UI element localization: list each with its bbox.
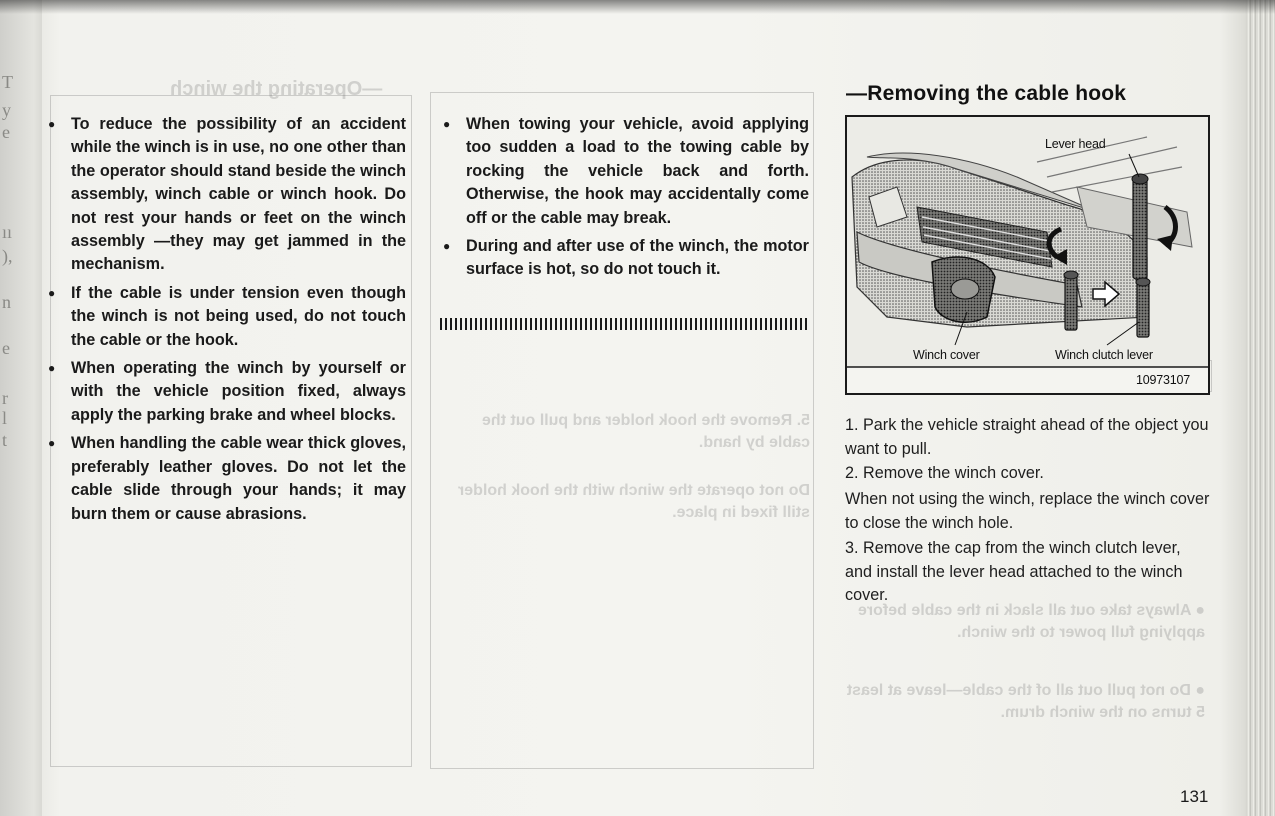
show-through-text: ● Do not pull out all of the cable—leave at least 5 turns on the winch drum.	[846, 682, 1205, 721]
scan-shadow	[0, 0, 1275, 14]
bleed-glyph: t	[2, 430, 8, 450]
winch-drawing	[847, 117, 1208, 393]
step-2-text: 2. Remove the winch cover.	[845, 464, 1044, 482]
caution-bullet: ● When towing your vehicle, avoid applying too sudden a load to the towing cable by rocking the vehicle back and forth. Otherwise, the hook may accidentally come off or the cable may break.	[443, 113, 809, 230]
figure-number: 10973107	[1136, 373, 1191, 387]
bleed-glyph: n	[2, 292, 11, 312]
show-through-text: Do not operate the winch with the hook holder still fixed in place.	[458, 482, 810, 521]
step-1-text: 1. Park the vehicle straight ahead of the object you want to pull.	[845, 416, 1209, 458]
book-edge	[1247, 0, 1275, 816]
lever-head-label: Lever head	[1045, 137, 1106, 151]
bleed-glyph: ıı	[2, 222, 13, 242]
caution-bullet: ● When handling the cable wear thick gloves, preferably leather gloves. Do not let the cable slide through your hands; it may burn them or cause abrasions.	[48, 432, 406, 526]
caution-bullet: ● During and after use of the winch, the motor surface is hot, so do not touch it.	[443, 235, 809, 282]
bleed-glyph: e	[2, 122, 10, 142]
section-title: —Removing the cable hook	[846, 82, 1127, 105]
step-3-text: 3. Remove the cap from the winch clutch lever, and install the lever head attached to the winch cover.	[845, 539, 1183, 605]
winch-clutch-lever-label: Winch clutch lever	[1055, 348, 1153, 362]
show-through-text: ● Always take out all slack in the cable before applying full power to the winch.	[858, 602, 1205, 641]
middle-column	[443, 113, 809, 287]
bleed-glyph: y	[2, 100, 11, 120]
page-number: 131	[1180, 787, 1209, 806]
bleed-glyph: e	[2, 338, 10, 358]
caution-bullet: ● To reduce the possibility of an accident while the winch is in use, no one other than the operator should stand beside the winch assembly, winch cable or winch hook. Do not rest your hands or feet on the winch assembly —they may get jammed in the mechanism.	[48, 113, 406, 277]
bleed-glyph: T	[2, 72, 13, 92]
bleed-glyph: l	[2, 408, 8, 428]
show-through-text: —Operating the winch	[170, 78, 383, 100]
previous-page-edge	[0, 0, 42, 816]
winch-illustration	[845, 115, 1210, 395]
caution-bullet: ● If the cable is under tension even though the winch is not being used, do not touch the cable or the hook.	[48, 282, 406, 352]
bleed-glyph: ),	[2, 246, 13, 266]
note-text: When not using the winch, replace the winch cover to close the winch hole.	[845, 490, 1210, 532]
caution-end-rule	[440, 318, 808, 330]
bleed-glyph: r	[2, 388, 8, 408]
left-column	[48, 113, 406, 531]
show-through-text: 5. Remove the hook holder and pull out the cable by hand.	[481, 412, 810, 451]
winch-cover-label: Winch cover	[913, 348, 980, 362]
caution-bullet: ● When operating the winch by yourself or with the vehicle position fixed, always apply the parking brake and wheel blocks.	[48, 357, 406, 427]
